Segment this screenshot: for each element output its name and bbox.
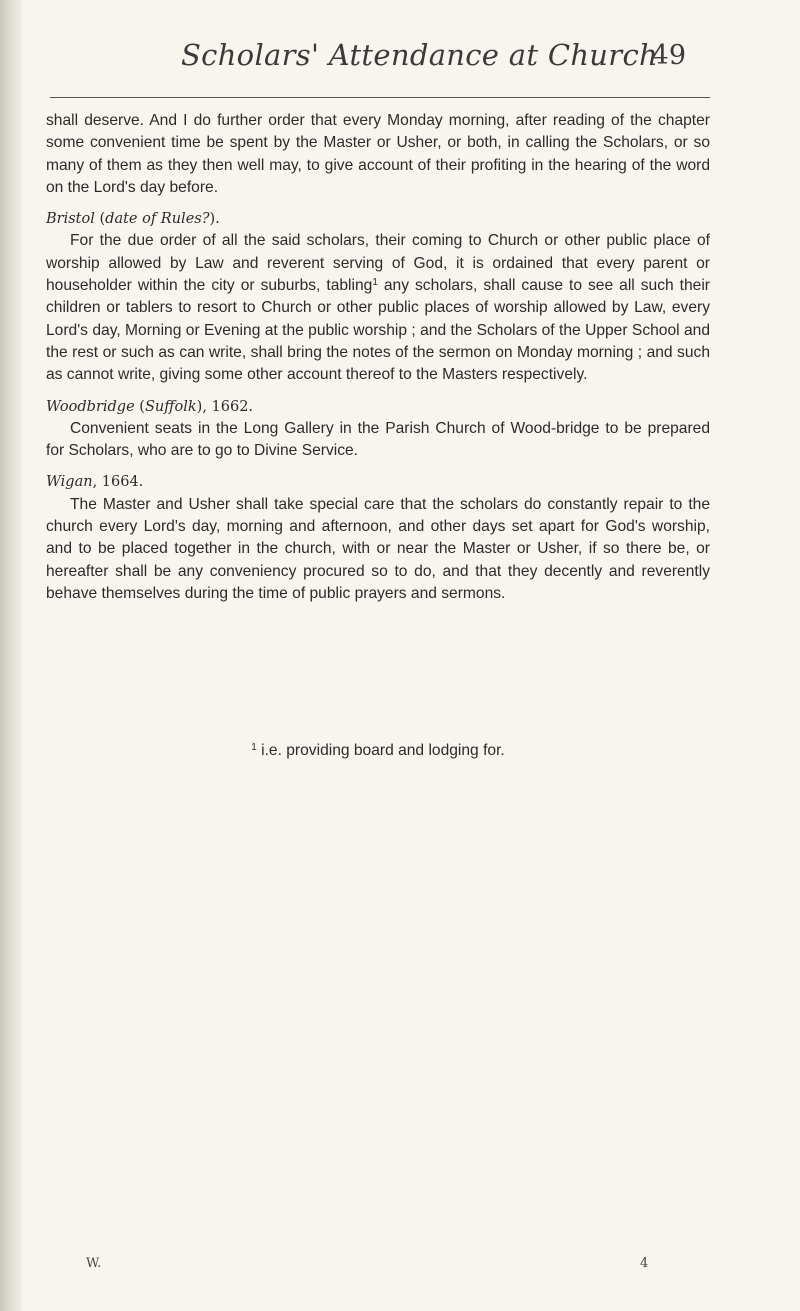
paragraph-woodbridge-rule: Convenient seats in the Long Gallery in the Parish Church of Wood-bridge to be prepared for Scholars, who are to go to Divine Service. (46, 419, 710, 460)
footnote-text: i.e. providing board and lodging for. (256, 742, 505, 759)
paragraph-deserve: shall deserve. And I do further order that every Monday morning, after reading of the chapter some convenient time be spent by the Master or Usher, or both, in calling the Scholars, or so many of them as they then well may, to give account of their profiting in the hearing of the word on the Lord's day before. (46, 112, 710, 196)
heading-paren-open: ( (134, 398, 145, 415)
page-number: 49 (651, 40, 686, 71)
paragraph-text-continued: any scholars, shall cause to see all such their children or tablers to resort to Church or other public places of worship allowed by Law, every Lord's day, Morning or Evening at the public worship ; and the Scholars of the Upper School and the rest or such as can write, shall bring the notes of the sermon on Monday morning ; and such as cannot write, giving some other account thereof to the Masters respectively. (46, 277, 710, 384)
footnote (46, 742, 710, 760)
sheet-number: 4 (640, 1256, 649, 1271)
running-title: Scholars' Attendance at Church (181, 38, 658, 72)
heading-place: Woodbridge (46, 398, 135, 415)
section-heading-wigan (46, 471, 710, 493)
binding-shadow (0, 0, 22, 1311)
body-text (46, 110, 710, 605)
heading-note: date of Rules? (105, 211, 210, 228)
paragraph-bristol-rule (46, 230, 710, 386)
heading-paren-open: ( (94, 211, 106, 228)
heading-paren-close: ). (209, 211, 220, 228)
heading-place: Bristol (46, 211, 95, 228)
paragraph-text: For the due order of all the said scholars, their coming to Church or other public place of worship allowed by Law and reverent serving of God, it is ordained that every parent or householder within the city or suburbs, tabling (46, 232, 710, 295)
section-heading-woodbridge (46, 396, 710, 418)
printer-signature: W. (86, 1256, 102, 1271)
heading-place: Wigan (46, 474, 93, 491)
heading-county: Suffolk (144, 398, 197, 415)
header-rule (50, 97, 710, 98)
paragraph-wigan-rule: The Master and Usher shall take special care that the scholars do constantly repair to the church every Lord's day, morning and afternoon, and other days set apart for God's worship, and to be placed together in the church, with or near the Master or Usher, if so there be, or hereafter shall be any conveniency procured so to do, and that they decently and reverently behave themselves during the time of public prayers and sermons. (46, 495, 710, 602)
section-heading-bristol (46, 208, 710, 230)
heading-date: , 1664. (92, 474, 144, 491)
footnote-marker: 1 (251, 742, 257, 753)
heading-date: ), 1662. (196, 398, 254, 415)
footnote-reference: 1 (372, 277, 378, 289)
running-head (46, 38, 710, 88)
